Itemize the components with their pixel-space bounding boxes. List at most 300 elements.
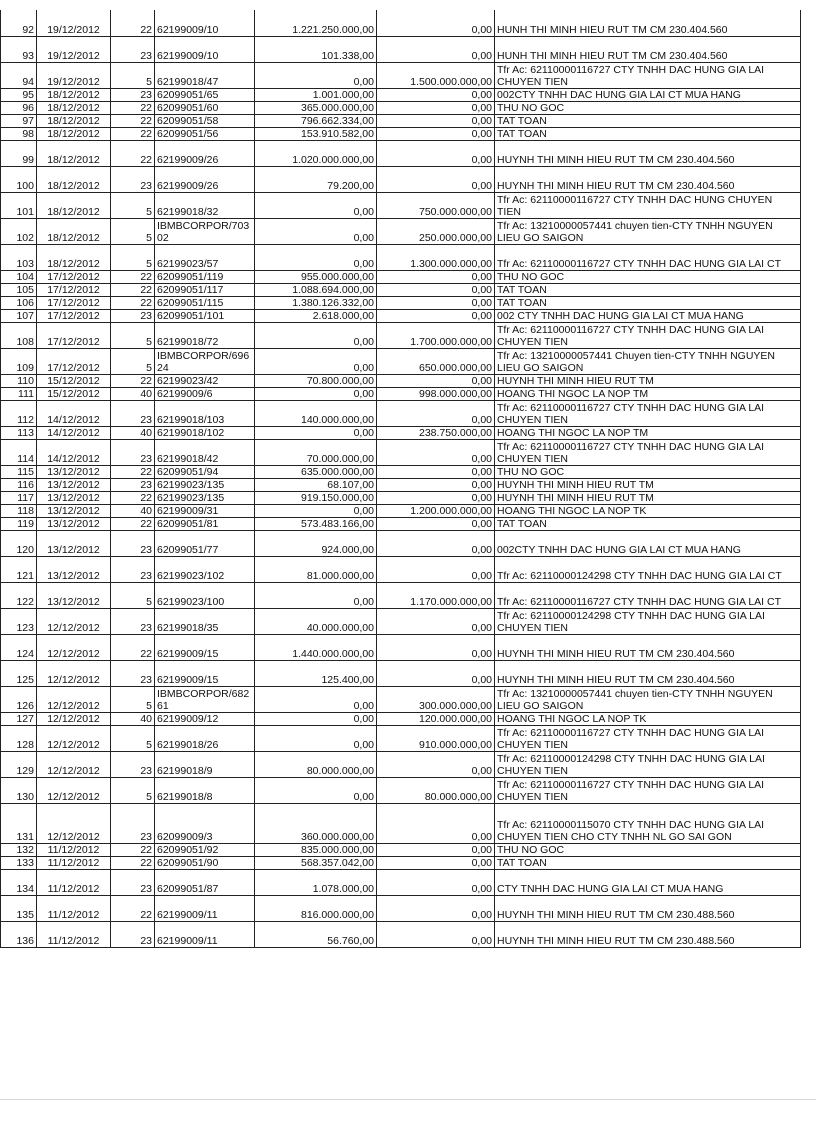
credit-amount: 0,00 (377, 114, 495, 127)
debit-amount: 1.088.694.000,00 (255, 283, 377, 296)
transaction-date: 19/12/2012 (37, 10, 111, 36)
transaction-code: 22 (111, 101, 155, 114)
transaction-description: HUYNH THI MINH HIEU RUT TM CM 230.404.560 (495, 634, 801, 660)
transaction-date: 12/12/2012 (37, 751, 111, 777)
row-number: 131 (1, 803, 37, 843)
table-row (1, 751, 801, 777)
transaction-description: Tfr Ac: 62110000116727 CTY TNHH DAC HUNG GIA LAI CHUYEN TIEN (495, 322, 801, 348)
debit-amount: 0,00 (255, 686, 377, 712)
debit-amount: 153.910.582,00 (255, 127, 377, 140)
credit-amount: 120.000.000,00 (377, 712, 495, 725)
credit-amount: 650.000.000,00 (377, 348, 495, 374)
transaction-description: HUYNH THI MINH HIEU RUT TM CM 230.404.560 (495, 140, 801, 166)
transaction-date: 12/12/2012 (37, 686, 111, 712)
transaction-date: 18/12/2012 (37, 140, 111, 166)
table-row (1, 478, 801, 491)
debit-amount: 79.200,00 (255, 166, 377, 192)
credit-amount: 0,00 (377, 36, 495, 62)
row-number: 97 (1, 114, 37, 127)
table-row (1, 725, 801, 751)
debit-amount: 568.357.042,00 (255, 856, 377, 869)
transaction-description: HUYNH THI MINH HIEU RUT TM CM 230.404.560 (495, 660, 801, 686)
transaction-code: 23 (111, 803, 155, 843)
row-number: 111 (1, 387, 37, 400)
transaction-description: 002CTY TNHH DAC HUNG GIA LAI CT MUA HANG (495, 88, 801, 101)
reference-number: IBMBCORPOR/69624 (155, 348, 255, 374)
table-row (1, 218, 801, 244)
transaction-date: 18/12/2012 (37, 88, 111, 101)
transaction-description: HUYNH THI MINH HIEU RUT TM CM 230.404.560 (495, 166, 801, 192)
transaction-date: 13/12/2012 (37, 491, 111, 504)
transaction-description: Tfr Ac: 62110000116727 CTY TNHH DAC HUNG GIA LAI CHUYEN TIEN (495, 777, 801, 803)
row-number: 135 (1, 895, 37, 921)
credit-amount: 1.200.000.000,00 (377, 504, 495, 517)
transaction-date: 14/12/2012 (37, 400, 111, 426)
debit-amount: 0,00 (255, 387, 377, 400)
transaction-date: 12/12/2012 (37, 608, 111, 634)
transaction-code: 40 (111, 426, 155, 439)
transaction-description: Tfr Ac: 62110000124298 CTY TNHH DAC HUNG GIA LAI CT (495, 556, 801, 582)
reference-number: 62199023/135 (155, 491, 255, 504)
table-row (1, 530, 801, 556)
row-number: 124 (1, 634, 37, 660)
row-number: 96 (1, 101, 37, 114)
debit-amount: 1.078.000,00 (255, 869, 377, 895)
transaction-description: Tfr Ac: 62110000124298 CTY TNHH DAC HUNG GIA LAI CHUYEN TIEN (495, 608, 801, 634)
transaction-description: Tfr Ac: 62110000116727 CTY TNHH DAC HUNG GIA LAI CHUYEN TIEN (495, 439, 801, 465)
reference-number: 62199018/35 (155, 608, 255, 634)
transaction-code: 5 (111, 192, 155, 218)
transaction-code: 22 (111, 856, 155, 869)
row-number: 117 (1, 491, 37, 504)
transaction-description: HUNH THI MINH HIEU RUT TM CM 230.404.560 (495, 36, 801, 62)
credit-amount: 0,00 (377, 608, 495, 634)
credit-amount: 0,00 (377, 517, 495, 530)
row-number: 103 (1, 244, 37, 270)
transaction-code: 22 (111, 10, 155, 36)
transaction-code: 40 (111, 504, 155, 517)
transaction-code: 23 (111, 530, 155, 556)
table-row (1, 686, 801, 712)
transaction-code: 22 (111, 270, 155, 283)
debit-amount: 70.800.000,00 (255, 374, 377, 387)
row-number: 118 (1, 504, 37, 517)
row-number: 134 (1, 869, 37, 895)
debit-amount: 1.020.000.000,00 (255, 140, 377, 166)
table-row (1, 660, 801, 686)
credit-amount: 300.000.000,00 (377, 686, 495, 712)
debit-amount: 0,00 (255, 244, 377, 270)
reference-number: IBMBCORPOR/70302 (155, 218, 255, 244)
debit-amount: 919.150.000,00 (255, 491, 377, 504)
transaction-date: 17/12/2012 (37, 322, 111, 348)
row-number: 100 (1, 166, 37, 192)
reference-number: 62199018/42 (155, 439, 255, 465)
credit-amount: 0,00 (377, 660, 495, 686)
transaction-description: HUYNH THI MINH HIEU RUT TM (495, 491, 801, 504)
transaction-date: 12/12/2012 (37, 660, 111, 686)
table-row (1, 127, 801, 140)
row-number: 99 (1, 140, 37, 166)
debit-amount: 68.107,00 (255, 478, 377, 491)
row-number: 101 (1, 192, 37, 218)
credit-amount: 0,00 (377, 309, 495, 322)
transaction-description: THU NO GOC (495, 843, 801, 856)
table-row (1, 101, 801, 114)
debit-amount: 101.338,00 (255, 36, 377, 62)
transaction-description: CTY TNHH DAC HUNG GIA LAI CT MUA HANG (495, 869, 801, 895)
transaction-date: 13/12/2012 (37, 530, 111, 556)
reference-number: 62199009/15 (155, 634, 255, 660)
reference-number: 62199009/15 (155, 660, 255, 686)
transaction-date: 18/12/2012 (37, 192, 111, 218)
table-row (1, 491, 801, 504)
transaction-description: Tfr Ac: 62110000116727 CTY TNHH DAC HUNG GIA LAI CHUYEN TIEN (495, 62, 801, 88)
reference-number: 62199018/26 (155, 725, 255, 751)
transaction-description: Tfr Ac: 62110000116727 CTY TNHH DAC HUNG CHUYEN TIEN (495, 192, 801, 218)
table-row (1, 62, 801, 88)
transaction-date: 13/12/2012 (37, 465, 111, 478)
debit-amount: 1.440.000.000,00 (255, 634, 377, 660)
reference-number: 62099051/60 (155, 101, 255, 114)
table-row (1, 192, 801, 218)
credit-amount: 238.750.000,00 (377, 426, 495, 439)
transaction-date: 11/12/2012 (37, 869, 111, 895)
debit-amount: 1.221.250.000,00 (255, 10, 377, 36)
row-number: 120 (1, 530, 37, 556)
transaction-date: 12/12/2012 (37, 634, 111, 660)
row-number: 93 (1, 36, 37, 62)
transaction-description: HOANG THI NGOC LA NOP TK (495, 712, 801, 725)
reference-number: 62099051/101 (155, 309, 255, 322)
transaction-description: HUYNH THI MINH HIEU RUT TM CM 230.488.560 (495, 895, 801, 921)
reference-number: 62199018/8 (155, 777, 255, 803)
reference-number: 62099051/119 (155, 270, 255, 283)
row-number: 104 (1, 270, 37, 283)
transaction-description: HOANG THI NGOC LA NOP TK (495, 504, 801, 517)
debit-amount: 0,00 (255, 504, 377, 517)
debit-amount: 360.000.000,00 (255, 803, 377, 843)
table-row (1, 608, 801, 634)
reference-number: 62199023/57 (155, 244, 255, 270)
transaction-code: 5 (111, 348, 155, 374)
debit-amount: 1.380.126.332,00 (255, 296, 377, 309)
transaction-code: 5 (111, 582, 155, 608)
table-row (1, 634, 801, 660)
debit-amount: 0,00 (255, 348, 377, 374)
credit-amount: 0,00 (377, 843, 495, 856)
transaction-code: 23 (111, 869, 155, 895)
transaction-code: 5 (111, 244, 155, 270)
row-number: 125 (1, 660, 37, 686)
table-row (1, 582, 801, 608)
table-row (1, 869, 801, 895)
transaction-code: 22 (111, 296, 155, 309)
transaction-date: 17/12/2012 (37, 309, 111, 322)
credit-amount: 0,00 (377, 478, 495, 491)
transaction-code: 5 (111, 686, 155, 712)
row-number: 95 (1, 88, 37, 101)
debit-amount: 0,00 (255, 322, 377, 348)
row-number: 92 (1, 10, 37, 36)
row-number: 108 (1, 322, 37, 348)
credit-amount: 0,00 (377, 491, 495, 504)
transaction-description: THU NO GOC (495, 101, 801, 114)
table-row (1, 322, 801, 348)
table-row (1, 921, 801, 947)
transaction-description: 002 CTY TNHH DAC HUNG GIA LAI CT MUA HANG (495, 309, 801, 322)
transaction-description: Tfr Ac: 62110000115070 CTY TNHH DAC HUNG GIA LAI CHUYEN TIEN CHO CTY TNHH NL GO SAI GON (495, 803, 801, 843)
transaction-code: 23 (111, 608, 155, 634)
transaction-code: 23 (111, 660, 155, 686)
debit-amount: 40.000.000,00 (255, 608, 377, 634)
debit-amount: 125.400,00 (255, 660, 377, 686)
transaction-description: HUYNH THI MINH HIEU RUT TM CM 230.488.560 (495, 921, 801, 947)
row-number: 107 (1, 309, 37, 322)
transaction-description: HUNH THI MINH HIEU RUT TM CM 230.404.560 (495, 10, 801, 36)
credit-amount: 0,00 (377, 895, 495, 921)
reference-number: 62199018/72 (155, 322, 255, 348)
row-number: 128 (1, 725, 37, 751)
transaction-description: TAT TOAN (495, 517, 801, 530)
row-number: 133 (1, 856, 37, 869)
row-number: 122 (1, 582, 37, 608)
bank-statement-page (0, 10, 816, 1080)
reference-number: 62199018/47 (155, 62, 255, 88)
row-number: 105 (1, 283, 37, 296)
table-row (1, 517, 801, 530)
transaction-code: 22 (111, 140, 155, 166)
row-number: 121 (1, 556, 37, 582)
credit-amount: 1.300.000.000,00 (377, 244, 495, 270)
transaction-date: 12/12/2012 (37, 777, 111, 803)
debit-amount: 816.000.000,00 (255, 895, 377, 921)
table-row (1, 348, 801, 374)
transaction-code: 22 (111, 634, 155, 660)
reference-number: 62199009/10 (155, 36, 255, 62)
table-row (1, 843, 801, 856)
transaction-code: 5 (111, 725, 155, 751)
table-row (1, 803, 801, 843)
reference-number: 62099051/87 (155, 869, 255, 895)
table-row (1, 426, 801, 439)
transaction-description: 002CTY TNHH DAC HUNG GIA LAI CT MUA HANG (495, 530, 801, 556)
row-number: 102 (1, 218, 37, 244)
credit-amount: 0,00 (377, 127, 495, 140)
row-number: 132 (1, 843, 37, 856)
transaction-date: 14/12/2012 (37, 426, 111, 439)
transaction-code: 23 (111, 921, 155, 947)
reference-number: 62099051/90 (155, 856, 255, 869)
table-row (1, 88, 801, 101)
transaction-date: 15/12/2012 (37, 374, 111, 387)
credit-amount: 998.000.000,00 (377, 387, 495, 400)
transaction-description: HOANG THI NGOC LA NOP TM (495, 426, 801, 439)
transaction-code: 22 (111, 127, 155, 140)
credit-amount: 0,00 (377, 465, 495, 478)
row-number: 98 (1, 127, 37, 140)
table-row (1, 36, 801, 62)
credit-amount: 1.700.000.000,00 (377, 322, 495, 348)
row-number: 129 (1, 751, 37, 777)
debit-amount: 955.000.000,00 (255, 270, 377, 283)
transaction-code: 23 (111, 439, 155, 465)
debit-amount: 0,00 (255, 192, 377, 218)
transaction-description: THU NO GOC (495, 465, 801, 478)
transaction-description: Tfr Ac: 62110000116727 CTY TNHH DAC HUNG GIA LAI CHUYEN TIEN (495, 725, 801, 751)
debit-amount: 635.000.000,00 (255, 465, 377, 478)
transaction-code: 5 (111, 218, 155, 244)
credit-amount: 0,00 (377, 856, 495, 869)
reference-number: 62199023/135 (155, 478, 255, 491)
transaction-date: 17/12/2012 (37, 296, 111, 309)
debit-amount: 0,00 (255, 712, 377, 725)
row-number: 136 (1, 921, 37, 947)
transaction-date: 13/12/2012 (37, 582, 111, 608)
reference-number: 62099051/81 (155, 517, 255, 530)
transaction-date: 11/12/2012 (37, 921, 111, 947)
page-bottom-rule (0, 1099, 816, 1100)
transaction-code: 23 (111, 309, 155, 322)
transaction-date: 13/12/2012 (37, 556, 111, 582)
transaction-code: 22 (111, 114, 155, 127)
credit-amount: 1.500.000.000,00 (377, 62, 495, 88)
row-number: 127 (1, 712, 37, 725)
transaction-code: 23 (111, 36, 155, 62)
credit-amount: 0,00 (377, 374, 495, 387)
reference-number: 62199009/11 (155, 921, 255, 947)
transaction-date: 17/12/2012 (37, 348, 111, 374)
transaction-date: 17/12/2012 (37, 283, 111, 296)
table-row (1, 166, 801, 192)
credit-amount: 1.170.000.000,00 (377, 582, 495, 608)
table-row (1, 856, 801, 869)
reference-number: 62099051/94 (155, 465, 255, 478)
reference-number: 62099051/56 (155, 127, 255, 140)
transaction-code: 22 (111, 517, 155, 530)
transaction-code: 5 (111, 322, 155, 348)
debit-amount: 0,00 (255, 582, 377, 608)
table-row (1, 439, 801, 465)
transaction-description: TAT TOAN (495, 856, 801, 869)
reference-number: 62099051/115 (155, 296, 255, 309)
table-row (1, 465, 801, 478)
credit-amount: 0,00 (377, 439, 495, 465)
row-number: 116 (1, 478, 37, 491)
transaction-description: Tfr Ac: 62110000116727 CTY TNHH DAC HUNG GIA LAI CT (495, 244, 801, 270)
transaction-date: 19/12/2012 (37, 36, 111, 62)
credit-amount: 0,00 (377, 283, 495, 296)
transaction-code: 22 (111, 374, 155, 387)
reference-number: 62199009/31 (155, 504, 255, 517)
debit-amount: 70.000.000,00 (255, 439, 377, 465)
reference-number: 62199018/32 (155, 192, 255, 218)
table-row (1, 296, 801, 309)
row-number: 119 (1, 517, 37, 530)
transaction-date: 13/12/2012 (37, 478, 111, 491)
credit-amount: 0,00 (377, 88, 495, 101)
debit-amount: 0,00 (255, 426, 377, 439)
row-number: 94 (1, 62, 37, 88)
transaction-date: 11/12/2012 (37, 895, 111, 921)
debit-amount: 1.001.000,00 (255, 88, 377, 101)
debit-amount: 924.000,00 (255, 530, 377, 556)
transaction-code: 23 (111, 556, 155, 582)
transaction-description: TAT TOAN (495, 283, 801, 296)
transaction-description: Tfr Ac: 62110000116727 CTY TNHH DAC HUNG GIA LAI CHUYEN TIEN (495, 400, 801, 426)
transaction-description: Tfr Ac: 13210000057441 chuyen tien-CTY TNHH NGUYEN LIEU GO SAIGON (495, 686, 801, 712)
table-row (1, 504, 801, 517)
debit-amount: 0,00 (255, 777, 377, 803)
transaction-date: 13/12/2012 (37, 504, 111, 517)
row-number: 110 (1, 374, 37, 387)
debit-amount: 0,00 (255, 218, 377, 244)
transaction-code: 22 (111, 895, 155, 921)
table-row (1, 895, 801, 921)
transaction-code: 22 (111, 283, 155, 296)
reference-number: 62199018/103 (155, 400, 255, 426)
credit-amount: 0,00 (377, 921, 495, 947)
reference-number: 62199009/12 (155, 712, 255, 725)
transaction-code: 23 (111, 166, 155, 192)
transaction-date: 17/12/2012 (37, 270, 111, 283)
debit-amount: 81.000.000,00 (255, 556, 377, 582)
reference-number: 62199009/26 (155, 140, 255, 166)
transaction-description: Tfr Ac: 62110000116727 CTY TNHH DAC HUNG GIA LAI CT (495, 582, 801, 608)
transaction-code: 40 (111, 712, 155, 725)
debit-amount: 0,00 (255, 725, 377, 751)
reference-number: 62099051/77 (155, 530, 255, 556)
reference-number: 62099051/65 (155, 88, 255, 101)
row-number: 114 (1, 439, 37, 465)
transaction-date: 12/12/2012 (37, 803, 111, 843)
transaction-date: 14/12/2012 (37, 439, 111, 465)
table-row (1, 374, 801, 387)
table-row (1, 283, 801, 296)
transaction-date: 18/12/2012 (37, 114, 111, 127)
table-row (1, 387, 801, 400)
transaction-code: 22 (111, 843, 155, 856)
row-number: 123 (1, 608, 37, 634)
table-row (1, 556, 801, 582)
reference-number: 62099051/92 (155, 843, 255, 856)
debit-amount: 80.000.000,00 (255, 751, 377, 777)
reference-number: 62199023/100 (155, 582, 255, 608)
transaction-date: 13/12/2012 (37, 517, 111, 530)
transaction-date: 18/12/2012 (37, 218, 111, 244)
transaction-description: Tfr Ac: 13210000057441 chuyen tien-CTY TNHH NGUYEN LIEU GO SAIGON (495, 218, 801, 244)
table-row (1, 777, 801, 803)
transaction-code: 5 (111, 62, 155, 88)
transaction-description: TAT TOAN (495, 114, 801, 127)
reference-number: 62199009/6 (155, 387, 255, 400)
reference-number: 62099051/58 (155, 114, 255, 127)
reference-number: 62199018/9 (155, 751, 255, 777)
transaction-date: 15/12/2012 (37, 387, 111, 400)
transaction-code: 23 (111, 88, 155, 101)
transaction-date: 11/12/2012 (37, 843, 111, 856)
row-number: 126 (1, 686, 37, 712)
debit-amount: 796.662.334,00 (255, 114, 377, 127)
transaction-date: 12/12/2012 (37, 712, 111, 725)
transaction-date: 12/12/2012 (37, 725, 111, 751)
table-row (1, 10, 801, 36)
credit-amount: 0,00 (377, 803, 495, 843)
transaction-date: 18/12/2012 (37, 127, 111, 140)
transaction-code: 23 (111, 751, 155, 777)
credit-amount: 0,00 (377, 751, 495, 777)
table-row (1, 270, 801, 283)
